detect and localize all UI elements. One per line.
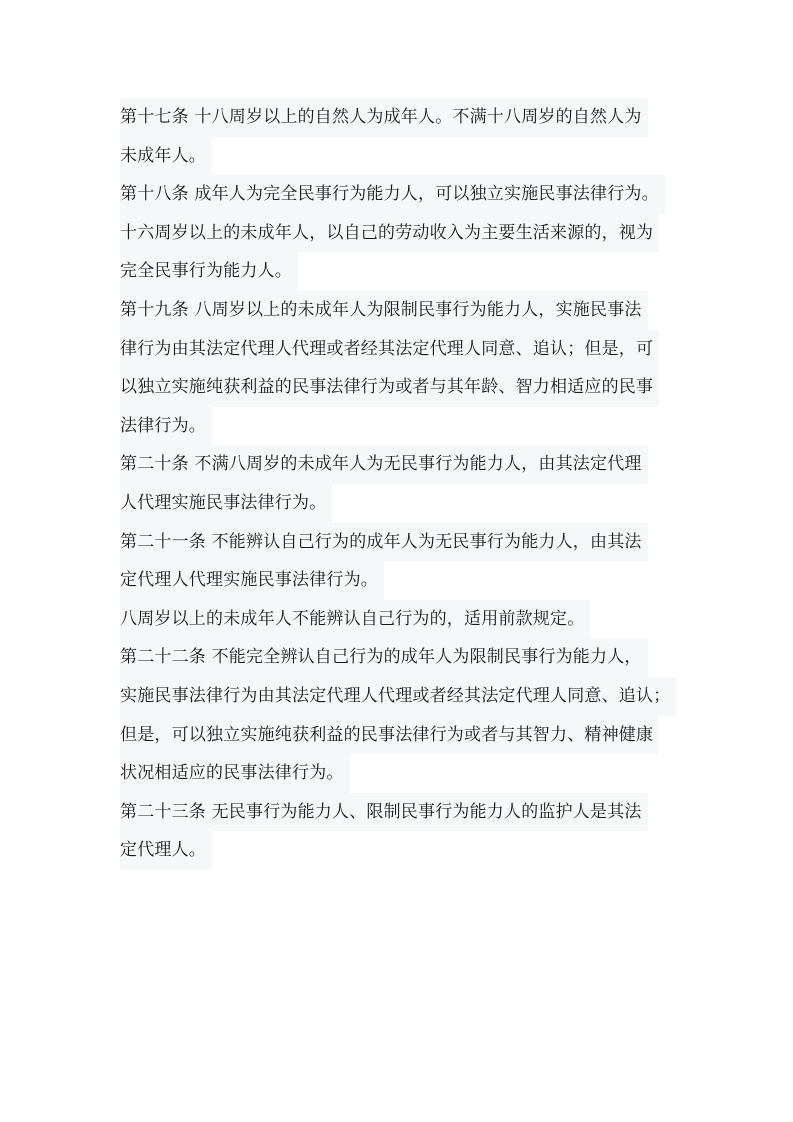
- text-line-content: 定代理人代理实施民事法律行为。: [120, 561, 384, 600]
- text-line: [120, 214, 680, 253]
- text-line-content: 第二十三条 无民事行为能力人、限制民事行为能力人的监护人是其法: [120, 793, 648, 832]
- text-line: [120, 407, 680, 446]
- text-line-content: 但是，可以独立实施纯获利益的民事法律行为或者与其智力、精神健康: [120, 716, 659, 755]
- text-line-content: 第十七条 十八周岁以上的自然人为成年人。不满十八周岁的自然人为: [120, 98, 648, 137]
- document-body: [120, 98, 680, 870]
- text-line: [120, 330, 680, 369]
- text-line-content: 八周岁以上的未成年人不能辨认自己行为的，适用前款规定。: [120, 600, 590, 639]
- text-line: [120, 793, 680, 832]
- text-line: [120, 137, 680, 176]
- text-line: [120, 754, 680, 793]
- text-line: [120, 368, 680, 407]
- text-line: [120, 600, 680, 639]
- text-line-content: 第二十二条 不能完全辨认自己行为的成年人为限制民事行为能力人，: [120, 638, 648, 677]
- text-line-content: 完全民事行为能力人。: [120, 252, 298, 291]
- text-line: [120, 175, 680, 214]
- text-line-content: 第十八条 成年人为完全民事行为能力人，可以独立实施民事法律行为。: [120, 175, 665, 214]
- text-line-content: 人代理实施民事法律行为。: [120, 484, 332, 523]
- text-line: [120, 252, 680, 291]
- text-line-content: 定代理人。: [120, 831, 212, 870]
- text-line-content: 十六周岁以上的未成年人，以自己的劳动收入为主要生活来源的，视为: [120, 214, 659, 253]
- text-line-content: 第十九条 八周岁以上的未成年人为限制民事行为能力人，实施民事法: [120, 291, 648, 330]
- text-line: [120, 561, 680, 600]
- text-line-content: 律行为由其法定代理人代理或者经其法定代理人同意、追认；但是，可: [120, 330, 659, 369]
- text-line: [120, 716, 680, 755]
- text-line-content: 状况相适应的民事法律行为。: [120, 754, 350, 793]
- text-line: [120, 638, 680, 677]
- text-line: [120, 484, 680, 523]
- text-line-content: 法律行为。: [120, 407, 212, 446]
- text-line-content: 未成年人。: [120, 137, 212, 176]
- text-line-content: 实施民事法律行为由其法定代理人代理或者经其法定代理人同意、追认；: [120, 677, 676, 716]
- text-line-content: 第二十条 不满八周岁的未成年人为无民事行为能力人，由其法定代理: [120, 445, 648, 484]
- text-line-content: 第二十一条 不能辨认自己行为的成年人为无民事行为能力人，由其法: [120, 523, 648, 562]
- text-line: [120, 291, 680, 330]
- text-line: [120, 831, 680, 870]
- text-line: [120, 523, 680, 562]
- text-line: [120, 98, 680, 137]
- text-line-content: 以独立实施纯获利益的民事法律行为或者与其年龄、智力相适应的民事: [120, 368, 659, 407]
- text-line: [120, 677, 680, 716]
- text-line: [120, 445, 680, 484]
